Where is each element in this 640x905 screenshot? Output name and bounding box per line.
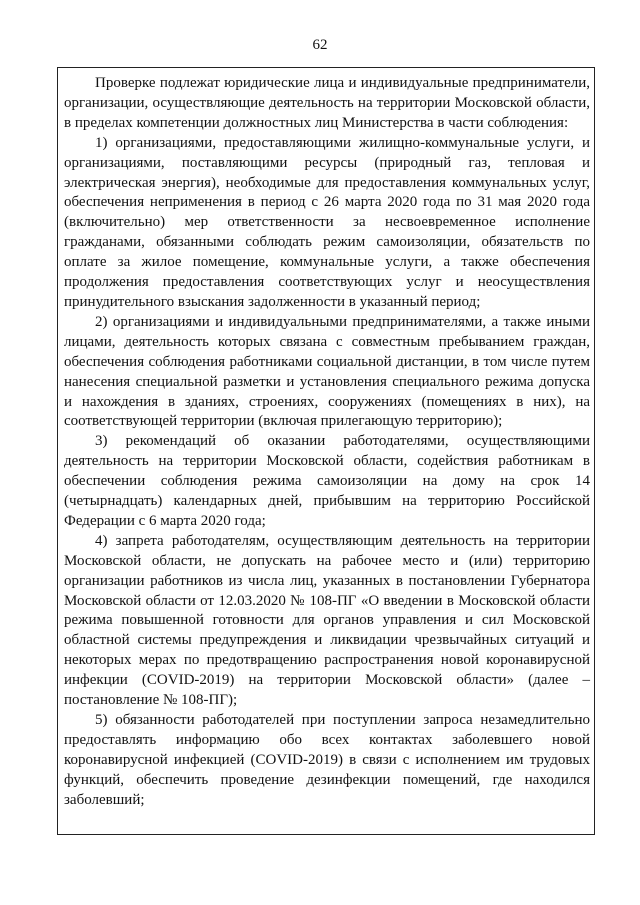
paragraph-item-1: 1) организациями, предоставляющими жилищно-коммунальные услуги, и организациями, поставляющими ресурсы (природный газ, тепловая и электрическая энергия), необходимые для предоставления коммунальных услуг, обеспечения неприменения в период с 26 марта 2020 года по 31 мая 2020 года (включительно) мер ответственности за несвоевременное исполнение гражданами, обязанными соблюдать режим самоизоляции, обязательств по оплате за жилое помещение, коммунальные услуги, а также обеспечения продолжения предоставления соответствующих услуг и неосуществления принудительного взыскания задолженности в указанный период; — [64, 134, 590, 310]
page-number: 62 — [312, 37, 328, 53]
paragraph-intro: Проверке подлежат юридические лица и индивидуальные предприниматели, организации, осуществляющие деятельность на территории Московской области, в пределах компетенции должностных лиц Министерства в части соблюдения: — [64, 75, 590, 131]
paragraph-item-4: 4) запрета работодателям, осуществляющим деятельность на территории Московской области, не допускать на рабочее место и (или) территорию организации работников из числа лиц, указанных в постановлении Губернатора Московской области от 12.03.2020 № 108-ПГ «О введении в Московской области режима повышенной готовности для органов управления и сил Московской областной системы предупреждения и ликвидации чрезвычайных ситуаций и некоторых мерах по предотвращению распространения новой коронавирусной инфекции (COVID-2019) на территории Московской области» (далее – постановление № 108-ПГ); — [64, 532, 590, 709]
text-frame — [57, 67, 595, 835]
paragraph-item-3: 3) рекомендаций об оказании работодателями, осуществляющими деятельность на территории Московской области, содействия работникам в обеспечении соблюдения режима самоизоляции на дому на срок 14 (четырнадцать) календарных дней, прибывшим на территорию Российской Федерации с 6 марта 2020 года; — [64, 433, 590, 529]
paragraph-item-5: 5) обязанности работодателей при поступлении запроса незамедлительно предоставлять информацию обо всех контактах заболевшего новой коронавирусной инфекцией (COVID-2019) в связи с исполнением им трудовых функций, обеспечить проведение дезинфекции помещений, где находился заболевший; — [64, 712, 590, 808]
paragraph-item-2: 2) организациями и индивидуальными предпринимателями, а также иными лицами, деятельность которых связана с совместным пребыванием граждан, обеспечения соблюдения работниками социальной дистанции, в том числе путем нанесения специальной разметки и установления специального режима допуска и нахождения в зданиях, строениях, сооружениях (помещениях в них), на соответствующей территории (включая прилегающую территорию); — [64, 313, 590, 430]
